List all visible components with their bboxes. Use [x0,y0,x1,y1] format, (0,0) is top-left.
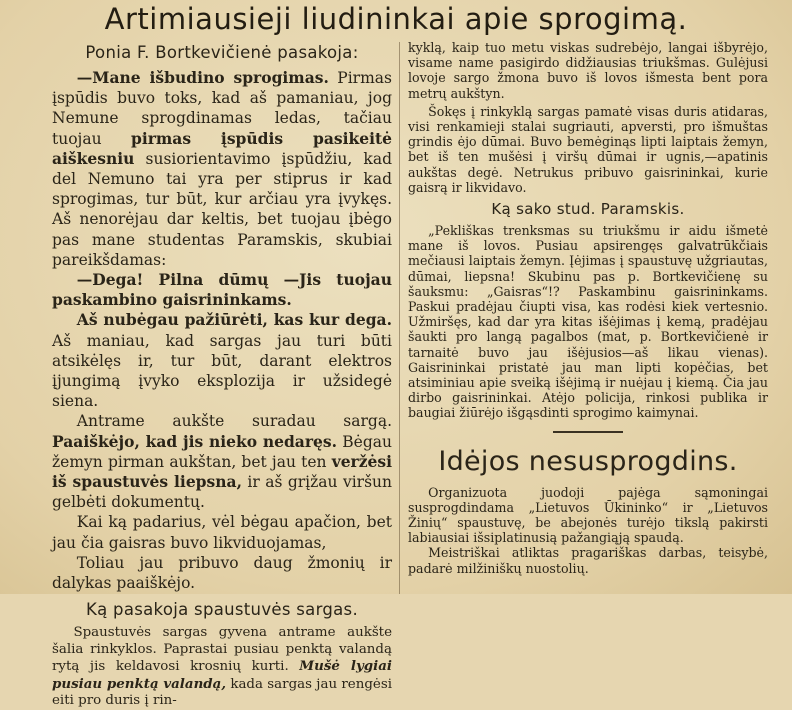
paragraph [52,310,392,411]
subheading-bortkeviciene: Ponia F. Bortkevičienė pasakoja: [85,43,359,62]
right-column [408,40,768,576]
paragraph [408,545,768,575]
emphasized-text: —Mane išbudino sprogimas. [76,68,329,87]
paragraph [52,411,392,512]
emphasized-text: pirmas įspūdis pasikeitė aiškesniu [52,128,392,168]
emphasized-text: Mušė lygiai pusiau penktą valandą, [52,658,392,692]
article-title: Idėjos nesusprogdins. [438,445,738,477]
text-run: Organizuota juodoji pajėga sąmoningai susprogdindama „Lietuvos Ūkininko“ ir „Lietuvos Žinių“ spaustuvę, be abejonės turėjo tikslą pakirsti labiausiai išsiplatinusią pažangiąją spaudą. [408,484,768,546]
text-run: Kai ką padarius, vėl bėgau apačion, bet jau čia gaisras buvo likviduojamas, [52,513,392,552]
left-column [52,40,392,710]
emphasized-text: Aš nubėgau pažiūrėti, kas kur dega. [76,310,392,330]
text-run: „Pekliškas trenksmas su triukšmu ir aidu išmetė mane iš lovos. Pusiau apsirengęs galvatrūkčiais mečiausi laiptais žemyn. Įėjimas į spaustuvę užgriautas, dūmai, liepsna! Skubinu pas p. Bortkevičienę su šauksmu: „Gaisras“!? Paskambinu gaisrininkams. Paskui pradėjau čiupti visa, kas rodėsi kiek vertesnio. Užmiršęs, kad dar yra kitas išėjimas į kemą, pradėjau šaukti pro langą pagalbos (mat, p. Bortkevičienė ir tarnaitė buvo jau išėjusios—aš likau vienas). Gaisrininkai pristatė jau man lipti kopėčias, bet atsiminiau apie sveiką išėjimą ir nuėjau į kiemą. Čia jau dirbo gaisrininkai. Atėjo policija, rinkosi publika ir baugiai žiūrėjo išgąsdinti sprogimo kaimynai. [408,223,768,421]
paragraph [52,270,392,310]
text-run: Antrame aukšte suradau sargą. [76,412,392,431]
subheading-sargas: Ką pasakoja spaustuvės sargas. [85,600,359,620]
paragraph [52,68,392,270]
text-run: susiorientavimo įspūdžiu, kad del Nemuno tai yra per stiprus ir kad sprogimas, tur būt, kur arčiau yra įvykęs. Aš nenorėjau dar keltis, bet tuojau įbėgo pas mane studentas Paramskis, skubiai pareikšdamas: [52,149,392,269]
paragraph [52,512,392,552]
section-separator [553,431,623,433]
paragraph [408,485,768,546]
headline: Artimiausieji liudininkai apie sprogimą. [104,2,688,36]
text-run: Toliau jau pribuvo daug žmonių ir dalykas paaiškėjo. [52,553,392,593]
text-run: ir aš grįžau viršun gelbėti dokumentų. [52,473,392,512]
text-run: Šokęs į rinkyklą sargas pamatė visas duris atidaras, visi renkamieji stalai sugriauti, apversti, pro išmuštas grindis ėjo dūmai. Buvo bemėginąs lipti laiptais žemyn, bet iš ten mušėsi į viršų dūmai ir ugnis,—apatinis aukštas degė. Netrukus pribuvo gaisrininkai, kurie gaisrą ir likvidavo. [408,103,768,195]
paragraph [408,223,768,421]
emphasized-text: —Dega! Pilna dūmų —Jis tuojau paskambino gaisrininkams. [52,270,392,310]
paragraph [408,40,768,101]
emphasized-text: veržėsi iš spaustuvės liepsna, [52,451,392,492]
column-rule [399,42,400,594]
text-run: Pirmas įspūdis buvo toks, kad aš pamaniau, jog Nemune sprogdinamas ledas, tačiau tuojau [52,69,392,148]
paragraph [408,104,768,195]
text-run: Meistriškai atliktas pragariškas darbas, teisybė, padarė milžiniškų nuostolių. [408,545,768,576]
subheading-paramskis: Ką sako stud. Paramskis. [491,200,685,219]
text-run: Spaustuvės sargas gyvena antrame aukšte šalia rinkyklos. Paprastai pusiau penktą valandą rytą jis keldavosi krosnių kurti. [52,625,392,675]
text-run: Aš maniau, kad sargas jau turi būti atsikėlęs ir, tur būt, darant elektros įjungimą įvyko eksplozija ir užsidegė siena. [52,331,392,411]
emphasized-text: Paaiškėjo, kad jis nieko nedaręs. [52,431,337,451]
text-run: kada sargas jau rengėsi eiti pro duris į rin- [52,676,392,709]
paragraph [52,553,392,593]
paragraph [52,625,392,710]
text-run: Bėgau žemyn pirman aukštan, bet jau ten [52,432,392,471]
text-run: kyklą, kaip tuo metu viskas sudrebėjo, langai išbyrėjo, visame name pasigirdo didžiausias triukšmas. Gulėjusi lovoje sargo žmona buvo iš lovos išmesta bent pora metrų aukštyn. [408,40,768,101]
